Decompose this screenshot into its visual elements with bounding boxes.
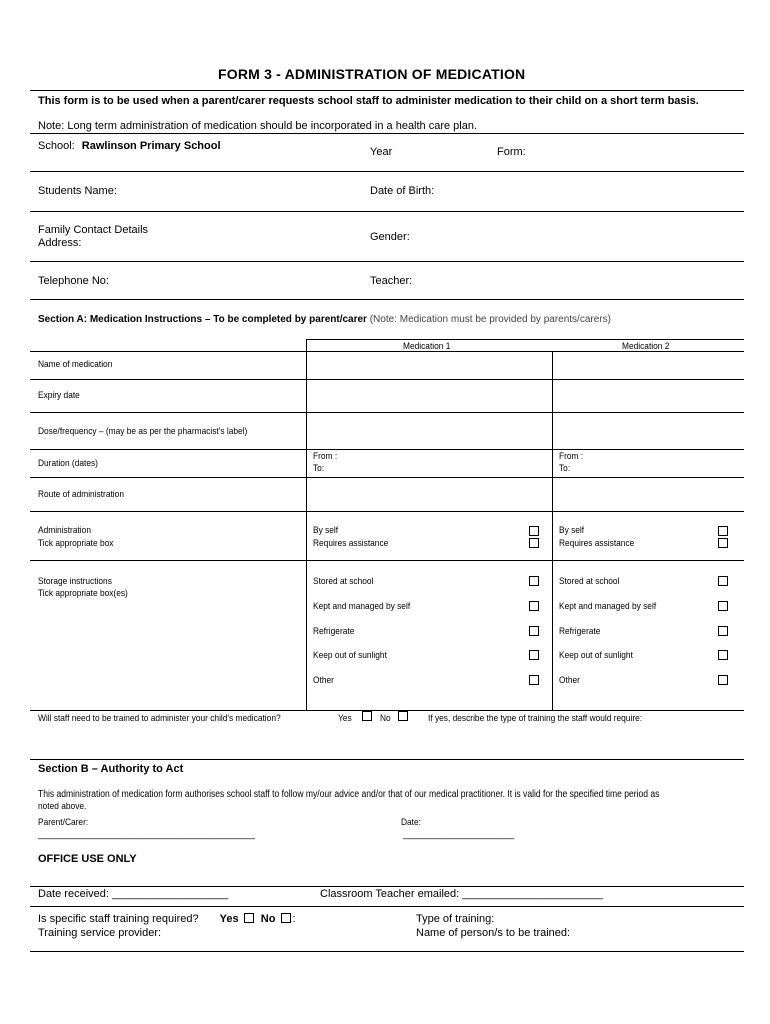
gender-label[interactable]: Gender: [370,231,410,243]
row-rule-2 [30,211,744,212]
training-describe-label: If yes, describe the type of training the staff would require: [428,713,643,724]
med2-requires-assistance-label: Requires assistance [559,538,635,549]
dob-label[interactable]: Date of Birth: [370,185,435,197]
med2-storage-option: Kept and managed by self [559,601,657,612]
school-label: School: [38,140,75,152]
row-name-of-medication: Name of medication [38,359,113,370]
med1-name-cell[interactable] [307,352,551,378]
training-question: Will staff need to be trained to administer your child's medication? [38,713,281,724]
office-no-label: No [260,913,276,925]
med1-expiry-cell[interactable] [307,380,551,411]
table-rule-admin [30,560,744,561]
storage-tick-hint: Tick appropriate box(es) [38,588,128,599]
med1-by-self-label: By self [313,525,339,536]
persons-trained-field[interactable]: Name of person/s to be trained: [416,927,571,939]
med1-requires-assistance-checkbox[interactable] [529,538,539,548]
med2-by-self-label: By self [559,525,585,536]
training-required-label: Is specific staff training required? [38,913,199,925]
row-duration: Duration (dates) [38,458,98,469]
med1-storage-option: Kept and managed by self [313,601,411,612]
med2-requires-assistance-checkbox[interactable] [718,538,728,548]
office-colon: : [292,913,296,925]
med1-refrigerate-checkbox[interactable] [529,626,539,636]
medication-2-header: Medication 2 [622,341,670,352]
title-rule [30,90,744,91]
med1-by-self-checkbox[interactable] [529,526,539,536]
form-label[interactable]: Form: [497,146,526,158]
row-dose-frequency: Dose/frequency – (may be as per the pharmacist's label) [38,426,248,437]
parent-carer-label: Parent/Carer: [38,817,89,828]
section-b-text-line-2: noted above. [38,801,87,812]
office-rule-2 [30,906,744,907]
section-b-heading: Section B – Authority to Act [38,763,184,775]
section-a-heading [38,314,611,325]
medication-1-header: Medication 1 [403,341,451,352]
row-rule-1 [30,171,744,172]
med1-to-label[interactable]: To: [313,463,325,474]
teacher-label[interactable]: Teacher: [370,275,413,287]
med2-by-self-checkbox[interactable] [718,526,728,536]
med1-requires-assistance-label: Requires assistance [313,538,389,549]
office-yes-label: Yes [219,913,239,925]
med2-stored-at-school-checkbox[interactable] [718,576,728,586]
row-rule-4 [30,299,744,300]
med1-other-checkbox[interactable] [529,675,539,685]
med2-expiry-cell[interactable] [553,380,743,411]
form-title: FORM 3 - ADMINISTRATION OF MEDICATION [218,66,526,82]
row-rule-3 [30,261,744,262]
note-text: Note: Long term administration of medication should be incorporated in a health care plan. [38,120,478,132]
med2-dose-cell[interactable] [553,413,743,448]
med2-to-label[interactable]: To: [559,463,571,474]
training-yes-checkbox[interactable] [362,711,372,721]
med1-from-label[interactable]: From : [313,451,338,462]
family-contact-label[interactable]: Family Contact Details [38,224,149,236]
office-rule-3 [30,951,744,952]
parent-signature-line[interactable]: _______________________________________ [38,829,255,840]
med1-storage-option: Keep out of sunlight [313,650,387,661]
med1-dose-cell[interactable] [307,413,551,448]
year-label[interactable]: Year [370,146,393,158]
school-value: Rawlinson Primary School [81,140,221,152]
section-b-text-line-1: This administration of medication form authorises school staff to follow my/our advice and/or that of our medical practitioner. It is valid for the specified time period as [38,789,660,800]
med1-storage-option: Stored at school [313,576,374,587]
service-provider-field[interactable]: Training service provider: [38,927,162,939]
storage-label: Storage instructions [38,576,112,587]
student-name-label[interactable]: Students Name: [38,185,117,197]
office-yes-checkbox[interactable] [244,913,254,923]
row-route: Route of administration [38,489,124,500]
med2-storage-option: Stored at school [559,576,620,587]
intro-text: This form is to be used when a parent/carer requests school staff to administer medication to their child on a short term basis. [38,95,699,107]
med1-storage-option: Refrigerate [313,626,355,637]
table-rule-bottom [30,710,744,711]
row-expiry-date: Expiry date [38,390,80,401]
administration-label: Administration [38,525,91,536]
date-received-field[interactable]: Date received: ___________________ [38,888,229,900]
table-rule-dose [30,449,744,450]
med2-kept-by-self-checkbox[interactable] [718,601,728,611]
office-use-heading: OFFICE USE ONLY [38,853,137,865]
med2-from-label[interactable]: From : [559,451,584,462]
table-rule-route [30,511,744,512]
med2-storage-option: Keep out of sunlight [559,650,633,661]
address-label[interactable]: Address: [38,237,82,249]
date-signature-line[interactable]: ____________________ [403,829,515,840]
section-a-title: Section A: Medication Instructions – To be completed by parent/carer [38,314,367,325]
med1-route-cell[interactable] [307,478,551,510]
section-b-rule [30,759,744,760]
teacher-emailed-field[interactable]: Classroom Teacher emailed: _______________________ [320,888,603,900]
med2-storage-option: Refrigerate [559,626,601,637]
school-field[interactable] [38,140,221,152]
office-no-checkbox[interactable] [281,913,291,923]
training-no-label: No [380,713,391,724]
med2-route-cell[interactable] [553,478,743,510]
med1-stored-at-school-checkbox[interactable] [529,576,539,586]
med2-refrigerate-checkbox[interactable] [718,626,728,636]
med2-keep-out-of-sunlight-checkbox[interactable] [718,650,728,660]
note-rule [30,133,744,134]
training-no-checkbox[interactable] [398,711,408,721]
office-rule-1 [30,886,744,887]
training-required-row [38,913,296,925]
med2-other-checkbox[interactable] [718,675,728,685]
type-of-training-field[interactable]: Type of training: [416,913,495,925]
training-description-field[interactable] [30,728,744,758]
administration-tick-hint: Tick appropriate box [38,538,114,549]
section-a-note: (Note: Medication must be provided by parents/carers) [366,314,611,325]
training-yes-label: Yes [338,713,352,724]
table-rule-top [306,339,744,340]
med1-kept-by-self-checkbox[interactable] [529,601,539,611]
med2-storage-option: Other [559,675,580,686]
date-label: Date: [401,817,421,828]
med2-name-cell[interactable] [553,352,743,378]
med1-keep-out-of-sunlight-checkbox[interactable] [529,650,539,660]
med1-storage-option: Other [313,675,334,686]
telephone-label[interactable]: Telephone No: [38,275,109,287]
